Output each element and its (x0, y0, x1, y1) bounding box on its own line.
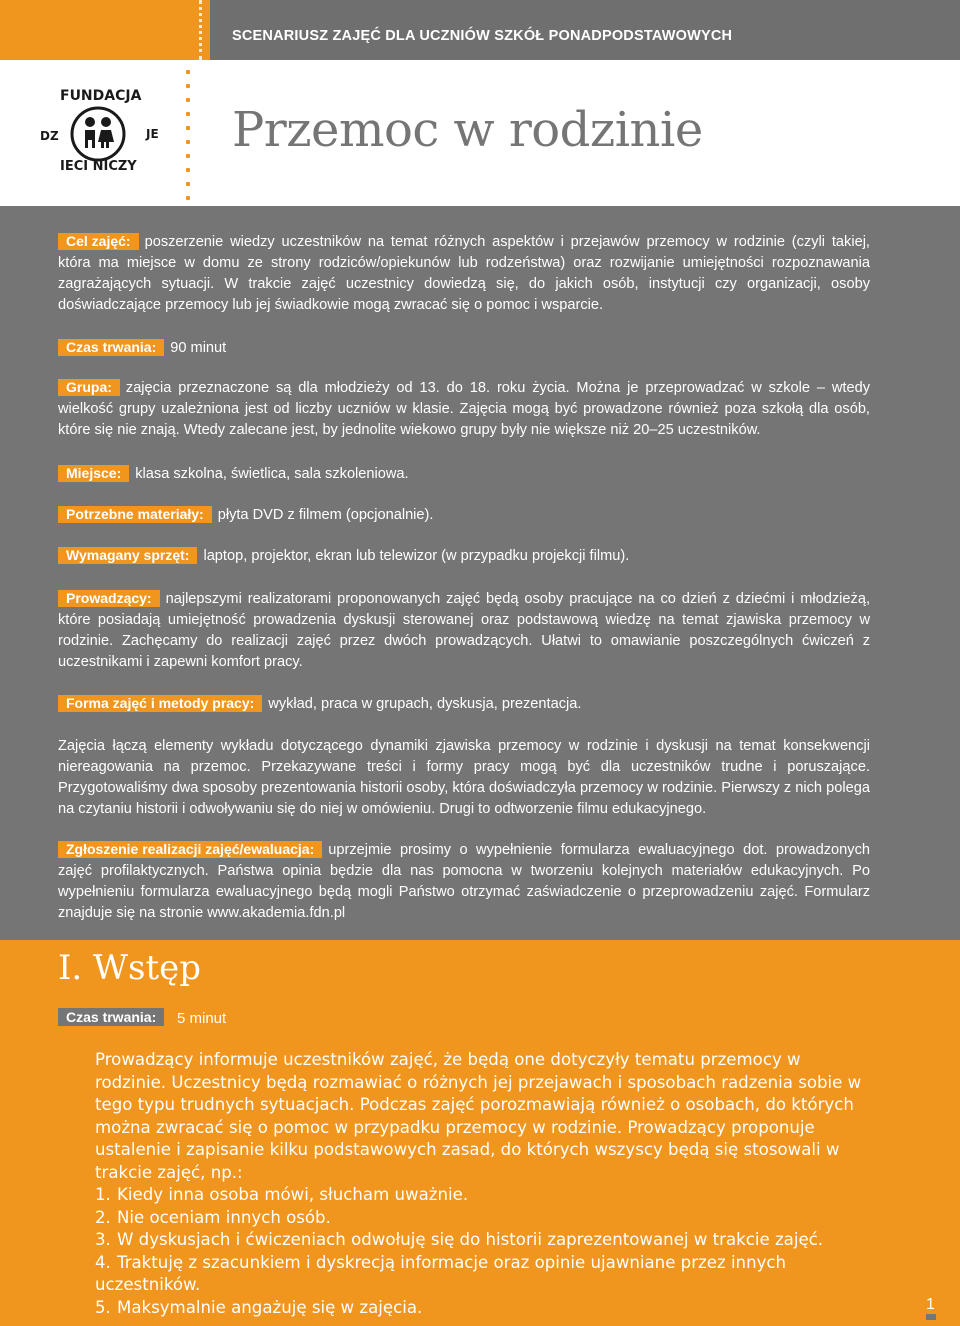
fundacja-logo (34, 78, 164, 178)
label-cel: Cel zajęć: (58, 233, 139, 250)
label-materialy: Potrzebne materiały: (58, 506, 212, 523)
list-item: 2. Nie oceniam innych osób. (95, 1207, 331, 1227)
svg-text:JE: JE (146, 127, 159, 141)
field-czas (58, 338, 870, 359)
field-materialy (58, 505, 870, 526)
text-czas: 90 minut (170, 340, 227, 356)
label-zgloszenie: Zgłoszenie realizacji zajęć/ewaluacja: (58, 841, 322, 858)
field-opis (58, 736, 870, 820)
text-materialy: płyta DVD z filmem (opcjonalnie). (217, 507, 434, 523)
field-zgloszenie (58, 840, 870, 924)
svg-text:IECI NICZY: IECI NICZY (60, 159, 137, 174)
header-bar (210, 0, 960, 60)
list-item: 4. Traktuję z szacunkiem i dyskrecją informacje oraz opinie ujawniane przez innych uczestników. (95, 1252, 787, 1294)
label-grupa: Grupa: (58, 379, 120, 396)
list-item: 3. W dyskusjach i ćwiczeniach odwołuję się do historii zaprezentowanej w trakcie zajęć. (95, 1230, 824, 1249)
svg-text:FUNDACJA: FUNDACJA (60, 88, 142, 104)
list-item: 1. Kiedy inna osoba mówi, słucham uważnie. (95, 1185, 469, 1204)
label-miejsce: Miejsce: (58, 465, 129, 482)
text-cel: poszerzenie wiedzy uczestników na temat różnych aspektów i przejawów przemocy w rodzinie (czyli takiej, która ma miejsce w domu ze strony rodziców/opiekunów lub rodzeństwa) oraz rozwijanie umiejętności rozpoznawania zagrażających sytuacji. W trakcie zajęć uczestnicy dowiedzą się, do jakich osób, instytucji czy organizacji, osoby doświadczające przemocy lub jej świadkowie mogą zwracać się o pomoc i wsparcie. (58, 234, 870, 313)
label-czas: Czas trwania: (58, 339, 164, 356)
section-duration-label: Czas trwania: (58, 1008, 164, 1026)
title-panel (0, 60, 960, 206)
section-title: I. Wstęp (58, 948, 201, 988)
list-item: 5. Maksymalnie angażuję się w zajęcia. (95, 1297, 423, 1317)
section-duration: 5 minut (177, 1010, 227, 1027)
page-number: 1 (926, 1296, 935, 1313)
label-prowadzacy: Prowadzący: (58, 590, 160, 607)
field-prowadzacy (58, 589, 870, 673)
text-zgloszenie: uprzejmie prosimy o wypełnienie formularza ewaluacyjnego dot. prowadzonych zajęć profilaktycznych. Państwa opinia będzie dla nas pomocna w tworzeniu kolejnych materiałów edukacyjnych. Po wypełnieniu formularza ewaluacyjnego będą mogli Państwo otrzymać zaświadczenie o przeprowadzeniu zajęć. Formularz znajduje się na stronie www.akademia.fdn.pl (58, 842, 870, 921)
header-orange-strip (0, 0, 210, 60)
rules-list (95, 1184, 875, 1319)
text-miejsce: klasa szkolna, świetlica, sala szkoleniowa. (135, 466, 409, 482)
svg-text:DZ: DZ (40, 129, 59, 143)
field-sprzet (58, 546, 870, 567)
text-sprzet: laptop, projektor, ekran lub telewizor (w przypadku projekcji filmu). (203, 548, 630, 564)
field-grupa (58, 378, 870, 441)
text-forma: wykład, praca w grupach, dyskusja, prezentacja. (268, 696, 582, 712)
text-prowadzacy: najlepszymi realizatorami proponowanych zajęć będą osoby pracujące na co dzień z dziećmi i młodzieżą, które posiadają umiejętność prowadzenia dyskusji sterowanej oraz podstawową wiedzę na temat zjawiska przemocy w rodzinie. Zachęcamy do realizacji zajęć przez dwóch prowadzących. Ułatwi to omawianie poszczególnych ćwiczeń z uczestnikami i zapewni komfort pracy. (58, 591, 870, 670)
section-intro: Prowadzący informuje uczestników zajęć, że będą one dotyczyły tematu przemocy w rodzinie. Uczestnicy będą rozmawiać o różnych jej przejawach i sposobach radzenia sobie w tego typu trudnych sytuacjach. Podczas zajęć porozmawiają również o osobach, do których można zwracać się o pomoc w przypadku przemocy w rodzinie. Prowadzący proponuje ustalenie i zapisanie kilku podstawowych zasad, do których wszyscy będą się stosowali w trakcie zajęć, np.: (95, 1050, 862, 1182)
orange-dot-column (186, 0, 206, 206)
series-title: SCENARIUSZ ZAJĘĆ DLA UCZNIÓW SZKÓŁ PONADPODSTAWOWYCH (232, 28, 733, 44)
label-forma: Forma zajęć i metody pracy: (58, 695, 262, 712)
text-opis: Zajęcia łączą elementy wykładu dotyczącego dynamiki zjawiska przemocy w rodzinie i dyskusji na temat konsekwencji niereagowania na przemoc. Przekazywane treści i formy pracy mogą być dla uczestników trudne i poruszające. Przygotowaliśmy dwa sposoby prezentowania historii osoby, która doświadczyła przemocy w rodzinie. Pierwszy z nich polega na czytaniu historii i odwoływaniu się do niej w omówieniu. Drugi to odtworzenie filmu edukacyjnego. (58, 738, 870, 817)
page-title: Przemoc w rodzinie (232, 102, 703, 158)
text-grupa: zajęcia przeznaczone są dla młodzieży od 13. do 18. roku życia. Można je przeprowadzać w szkole – wtedy wielkość grupy uzależniona jest od liczby uczniów w klasie. Zajęcia mogą być prowadzone również poza szkołą dla osób, które się nie znają. Wtedy zalecane jest, by jednolite wiekowo grupy były nie większe niż 20–25 uczestników. (58, 380, 870, 438)
label-sprzet: Wymagany sprzęt: (58, 547, 197, 564)
field-miejsce (58, 464, 870, 485)
field-forma (58, 694, 870, 715)
section-wstep (0, 940, 960, 1326)
field-cel (58, 232, 870, 316)
page-number-marker (926, 1314, 936, 1320)
